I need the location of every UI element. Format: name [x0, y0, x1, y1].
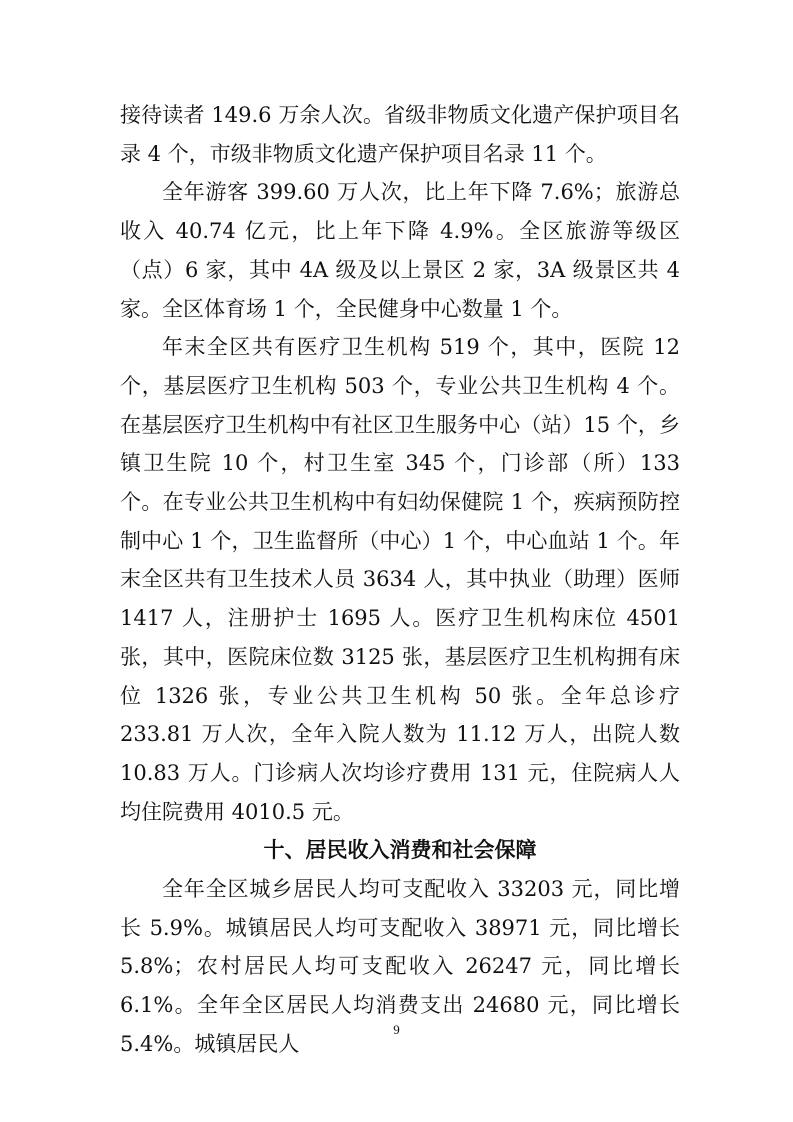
- section-heading: 十、居民收入消费和社会保障: [263, 838, 537, 863]
- page-body: [120, 96, 680, 1064]
- paragraph-income-consumption: 全年全区城乡居民人均可支配收入 33203 元，同比增长 5.9%。城镇居民人均可支配收入 38971 元，同比增长 5.8%；农村居民人均可支配收入 26247 元，同比增长 6.1%。全年全区居民人均消费支出 24680 元，同比增长 5.4%。城镇居民人: [120, 877, 680, 1056]
- paragraph-tourism-sports: 全年游客 399.60 万人次，比上年下降 7.6%；旅游总收入 40.74 亿元，比上年下降 4.9%。全区旅游等级区（点）6 家，其中 4A 级及以上景区 2 家，3A 级景区共 4 家。全区体育场 1 个，全民健身中心数量 1 个。: [120, 180, 680, 321]
- paragraph-medical-health: 年末全区共有医疗卫生机构 519 个，其中，医院 12 个，基层医疗卫生机构 503 个，专业公共卫生机构 4 个。在基层医疗卫生机构中有社区卫生服务中心（站）15 个，乡镇卫生院 10 个，村卫生室 345 个，门诊部（所）133 个。在专业公共卫生机构中有妇幼保健院 1 个，疾病预防控制中心 1 个，卫生监督所（中心）1 个，中心血站 1 个。年末全区共有卫生技术人员 3634 人，其中执业（助理）医师 1417 人，注册护士 1695 人。医疗卫生机构床位 4501 张，其中，医院床位数 3125 张，基层医疗卫生机构拥有床位 1326 张，专业公共卫生机构 50 张。全年总诊疗 233.81 万人次，全年入院人数为 11.12 万人，出院人数 10.83 万人。门诊病人次均诊疗费用 131 元，住院病人人均住院费用 4010.5 元。: [120, 335, 680, 824]
- paragraph-library-heritage: 接待读者 149.6 万余人次。省级非物质文化遗产保护项目名录 4 个，市级非物质文化遗产保护项目名录 11 个。: [120, 103, 680, 166]
- page-number: 9: [393, 1022, 400, 1037]
